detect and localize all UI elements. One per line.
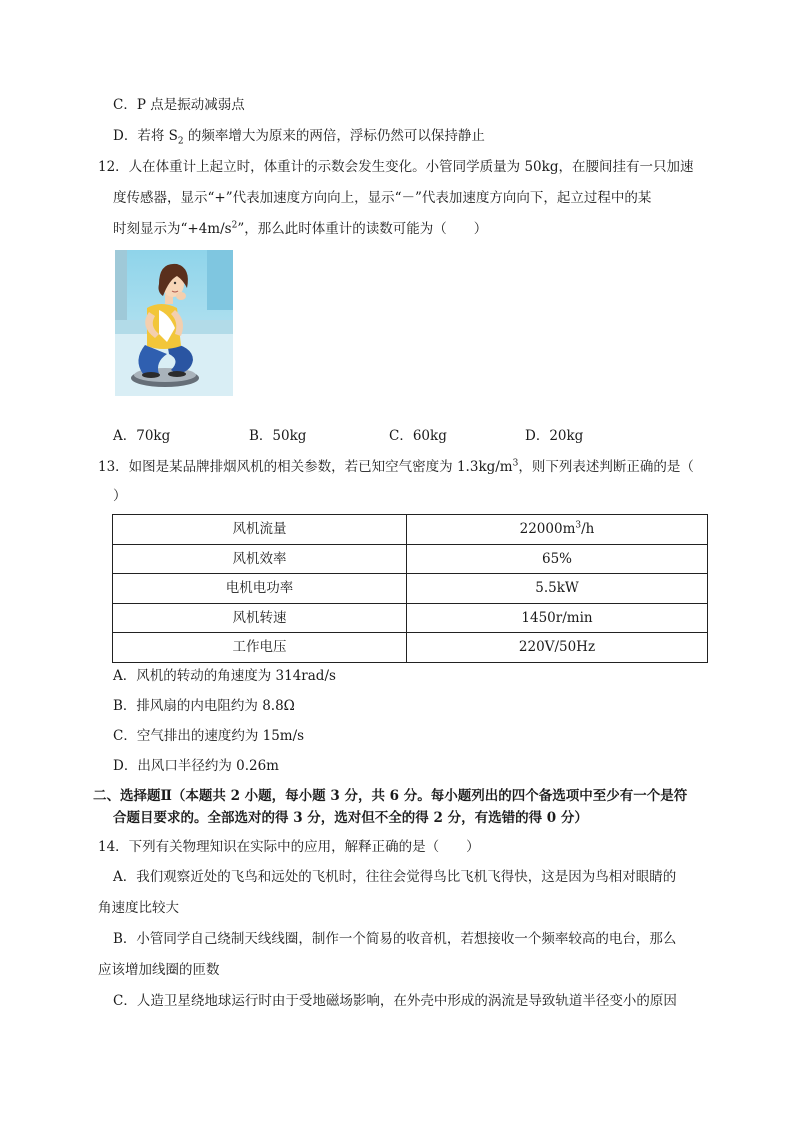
- table-row: [113, 544, 708, 574]
- value-main: 22000m: [519, 521, 576, 538]
- q12-choices: [113, 426, 673, 446]
- q11-option-d-text: D．若将 S: [113, 128, 178, 144]
- value-tail: /h: [581, 521, 595, 538]
- superscript-3: 3: [512, 458, 519, 469]
- table-cell-key: 电机电功率: [113, 574, 407, 604]
- q14-option-c-text: C．人造卫星绕地球运行时由于受地磁场影响，在外壳中形成的涡流是导致轨道半径变小的原因: [113, 993, 677, 1009]
- q13-stem-text2: ）: [113, 488, 127, 504]
- q11-option-d-text-rest: 的频率增大为原来的两倍，浮标仍然可以保持静止: [183, 128, 485, 144]
- q14-option-b-text2: 应该增加线圈的匝数: [98, 962, 220, 978]
- table-cell-key: 风机效率: [113, 544, 407, 574]
- section-2-heading-text2: 合题目要求的。全部选对的得 3 分，选对但不全的得 2 分，有选错的得 0 分）: [113, 810, 588, 826]
- q14-option-b-cont: [98, 960, 220, 980]
- q13-option-b-text: B．排风扇的内电阻约为 8.8Ω: [113, 698, 295, 714]
- table-row: [113, 515, 708, 545]
- table-cell-value: 1450r/min: [407, 603, 708, 633]
- q13-option-d[interactable]: [113, 756, 279, 776]
- table-row: [113, 603, 708, 633]
- q12-stem-text3-rest: ”，那么此时体重计的读数可能为（ ）: [237, 221, 488, 237]
- q14-option-a[interactable]: [113, 867, 676, 887]
- table-cell-key: 风机流量: [113, 515, 407, 545]
- superscript-2: 2: [231, 220, 238, 231]
- q14-stem-text: 14．下列有关物理知识在实际中的应用，解释正确的是（ ）: [98, 839, 480, 855]
- q12-choice-c[interactable]: C．60kg: [389, 428, 447, 444]
- q13-option-a[interactable]: [113, 666, 336, 686]
- table-cell-key: 风机转速: [113, 603, 407, 633]
- q14-option-a-text2: 角速度比较大: [98, 900, 179, 916]
- scale-woman-illustration: [115, 250, 233, 396]
- value-sup: 3: [575, 520, 582, 531]
- q14-option-a-text1: A．我们观察近处的飞鸟和远处的飞机时，往往会觉得鸟比飞机飞得快，这是因为鸟相对眼睛的: [113, 869, 677, 885]
- fan-parameter-table: [112, 514, 708, 663]
- q12-choice-b[interactable]: B．50kg: [249, 428, 307, 444]
- q13-option-b[interactable]: [113, 696, 295, 716]
- q14-option-b[interactable]: [113, 929, 676, 949]
- q12-choice-d[interactable]: D．20kg: [525, 428, 584, 444]
- q14-option-a-cont: [98, 898, 179, 918]
- q11-option-d: [113, 126, 485, 146]
- woman-on-scale-icon: [115, 250, 233, 396]
- table-cell-key: 工作电压: [113, 633, 407, 663]
- section-2-heading: [93, 786, 687, 806]
- q13-option-a-text: A．风机的转动的角速度为 314rad/s: [113, 668, 336, 684]
- q12-stem-line2: [113, 188, 651, 208]
- section-2-heading-text1: 二、选择题Ⅱ（本题共 2 小题，每小题 3 分，共 6 分。每小题列出的四个备选项中至少有一个是符: [93, 788, 688, 804]
- q11-option-c: [113, 95, 245, 115]
- table-cell-value: [407, 515, 708, 545]
- q13-option-c-text: C．空气排出的速度约为 15m/s: [113, 728, 305, 744]
- q13-stem-text1-rest: ，则下列表述判断正确的是（: [518, 459, 694, 475]
- q13-option-d-text: D．出风口半径约为 0.26m: [113, 758, 279, 774]
- q13-option-c[interactable]: [113, 726, 304, 746]
- q12-stem-text2: 度传感器，显示“+”代表加速度方向向上，显示“－”代表加速度方向向下，起立过程中的某: [113, 190, 652, 206]
- table-row: [113, 574, 708, 604]
- q13-stem-line2: [113, 486, 127, 506]
- q12-choice-a[interactable]: A．70kg: [113, 428, 171, 444]
- q14-option-c[interactable]: [113, 991, 677, 1011]
- q14-stem: [98, 837, 480, 857]
- table-cell-value: 65%: [407, 544, 708, 574]
- table-row: [113, 633, 708, 663]
- q11-option-c-text: C．P 点是振动减弱点: [113, 97, 245, 113]
- q12-stem-line3: [113, 219, 487, 239]
- q13-stem-text1: 13．如图是某品牌排烟风机的相关参数，若已知空气密度为 1.3kg/m: [98, 459, 513, 475]
- q14-option-b-text1: B．小管同学自己绕制天线线圈，制作一个简易的收音机，若想接收一个频率较高的电台，那么: [113, 931, 677, 947]
- table-cell-value: 220V/50Hz: [407, 633, 708, 663]
- subscript-2: 2: [177, 136, 184, 147]
- q13-stem-line1: [98, 457, 694, 477]
- q12-stem-text1: 12．人在体重计上起立时，体重计的示数会发生变化。小管同学质量为 50kg，在腰间挂有一只加速: [98, 159, 694, 175]
- q12-stem-text3: 时刻显示为“+4m/s: [113, 221, 232, 237]
- q12-stem-line1: [98, 157, 693, 177]
- table-cell-value: 5.5kW: [407, 574, 708, 604]
- section-2-heading-cont: [113, 808, 588, 828]
